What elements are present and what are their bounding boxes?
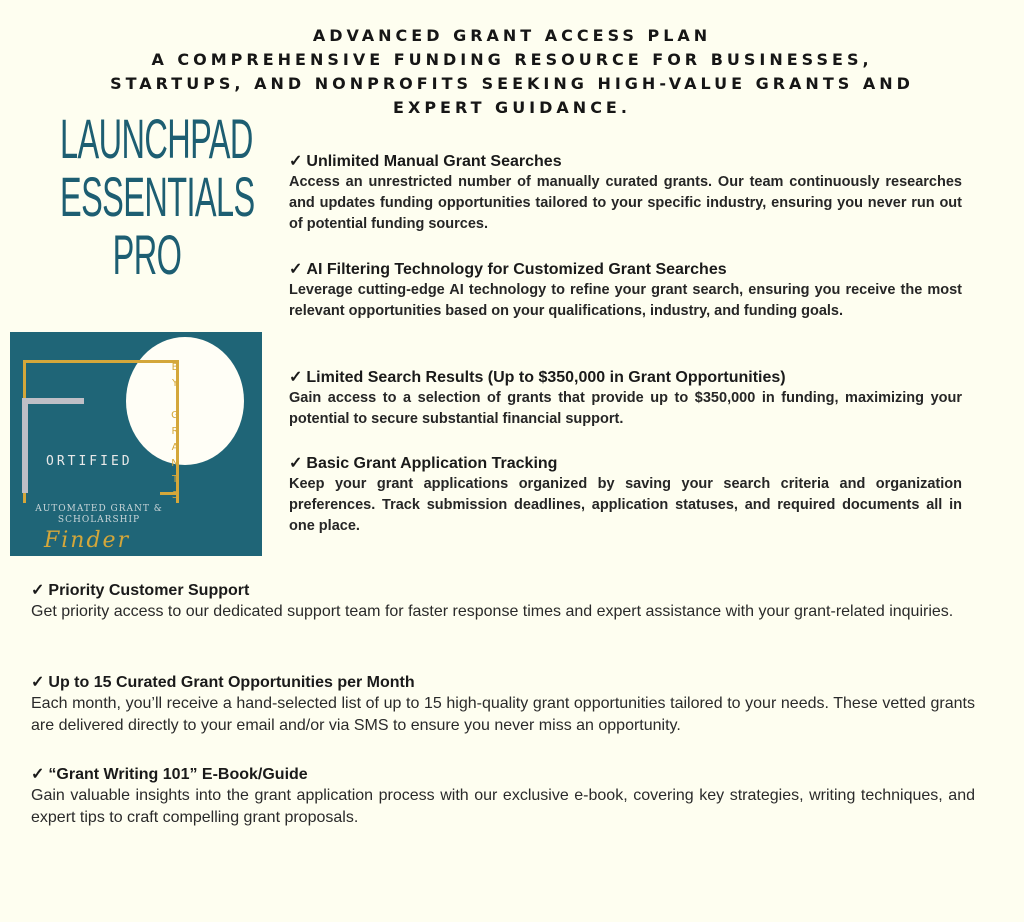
logo-tagline: AUTOMATED GRANT & SCHOLARSHIP	[35, 504, 163, 525]
header-line-1: ADVANCED GRANT ACCESS PLAN	[312, 26, 712, 45]
feature-title: ✓ Priority Customer Support	[31, 582, 250, 599]
header-line-2: A COMPREHENSIVE FUNDING RESOURCE FOR BUSINESSES,	[151, 50, 873, 69]
checkmark-icon: ✓	[31, 674, 45, 691]
checkmark-icon: ✓	[289, 369, 303, 386]
feature-title: ✓ Basic Grant Application Tracking	[289, 455, 558, 472]
feature-description: Leverage cutting-edge AI technology to refine your grant search, ensuring you receive the most relevant opportunities based on your qualifications, industry, and funding goals.	[289, 282, 962, 319]
feature-grant-writing-guide	[31, 765, 975, 829]
feature-priority-support	[31, 581, 975, 623]
header-line-3: STARTUPS, AND NONPROFITS SEEKING HIGH-VALUE GRANTS AND	[110, 74, 914, 93]
checkmark-icon: ✓	[31, 582, 45, 599]
checkmark-icon: ✓	[289, 261, 303, 278]
logo-finder-script: Finder	[44, 528, 131, 553]
logo-by-grants-text: B Y G R A N T S	[171, 362, 181, 501]
feature-description: Each month, you’ll receive a hand-selected list of up to 15 high-quality grant opportunities tailored to your needs. These vetted grants are delivered directly to your email and/or via SMS to ensure you never miss an opportunity.	[31, 695, 975, 734]
fortified-logo	[10, 332, 262, 556]
feature-curated-opportunities	[31, 673, 975, 737]
feature-description: Get priority access to our dedicated support team for faster response times and expert assistance with your grant-related inquiries.	[31, 603, 954, 620]
checkmark-icon: ✓	[289, 153, 303, 170]
plan-header	[0, 24, 1024, 120]
brand-title	[60, 107, 255, 286]
feature-title: ✓ “Grant Writing 101” E-Book/Guide	[31, 766, 308, 783]
checkmark-icon: ✓	[31, 766, 45, 783]
feature-unlimited-searches	[289, 152, 962, 235]
feature-description: Gain valuable insights into the grant application process with our exclusive e-book, covering key strategies, writing techniques, and expert tips to craft compelling grant proposals.	[31, 787, 975, 826]
feature-description: Keep your grant applications organized by saving your search criteria and organization preferences. Track submission deadlines, application statuses, and required documents all in one place.	[289, 476, 962, 534]
brand-line-2: ESSENTIALS	[60, 165, 255, 228]
feature-title: ✓ Up to 15 Curated Grant Opportunities per Month	[31, 674, 415, 691]
logo-f-stem	[22, 398, 28, 493]
feature-title: ✓ Unlimited Manual Grant Searches	[289, 153, 562, 170]
logo-ortified-text: ORTIFIED	[46, 454, 133, 469]
logo-f-bar	[22, 398, 84, 404]
brand-line-3: PRO	[112, 223, 182, 286]
feature-description: Gain access to a selection of grants that provide up to $350,000 in funding, maximizing your potential to secure substantial financial support.	[289, 390, 962, 427]
feature-description: Access an unrestricted number of manually curated grants. Our team continuously researches and updates funding opportunities tailored to your specific industry, ensuring you never run out of potential funding sources.	[289, 174, 962, 232]
feature-application-tracking	[289, 454, 962, 537]
feature-ai-filtering	[289, 260, 962, 322]
feature-title: ✓ AI Filtering Technology for Customized Grant Searches	[289, 261, 727, 278]
checkmark-icon: ✓	[289, 455, 303, 472]
header-line-4: EXPERT GUIDANCE.	[393, 98, 631, 117]
feature-title: ✓ Limited Search Results (Up to $350,000 in Grant Opportunities)	[289, 369, 786, 386]
logo-gold-frame	[23, 360, 179, 503]
brand-line-1: LAUNCHPAD	[60, 107, 253, 170]
feature-limited-results	[289, 368, 962, 430]
